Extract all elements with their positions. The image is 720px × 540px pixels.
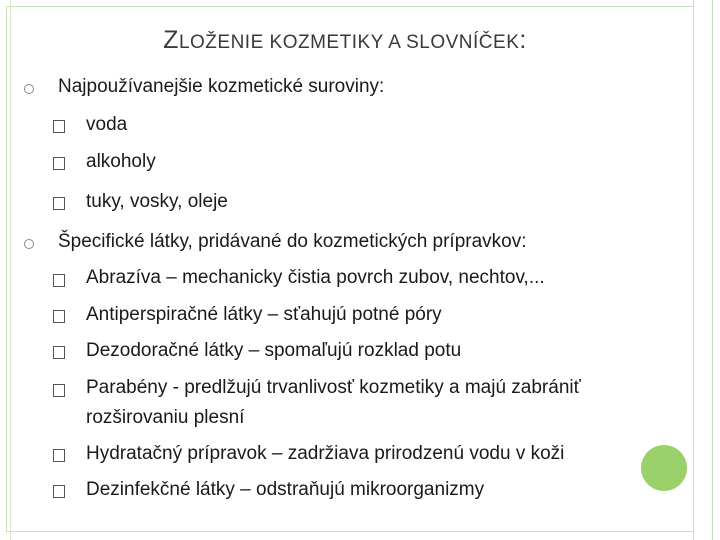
list-item: Antiperspiračné látky – sťahujú potné póry (86, 304, 442, 325)
left-frame-line (10, 0, 16, 540)
list-item-continuation: rozširovaniu plesní (86, 407, 245, 428)
checkbox-bullet-icon (53, 274, 65, 287)
checkbox-bullet-icon (53, 310, 65, 323)
list-item: Abrazíva – mechanicky čistia povrch zubov, nechtov,... (86, 267, 545, 288)
section-heading: Najpoužívanejšie kozmetické suroviny: (58, 76, 385, 97)
green-circle-decoration (641, 445, 687, 491)
list-item: Dezodoračné látky – spomaľujú rozklad potu (86, 340, 462, 361)
checkbox-bullet-icon (53, 120, 65, 133)
level1-bullet-icon (24, 84, 34, 94)
checkbox-bullet-icon (53, 157, 65, 170)
list-item: alkoholy (86, 151, 156, 172)
checkbox-bullet-icon (53, 197, 65, 210)
checkbox-bullet-icon (53, 346, 65, 359)
checkbox-bullet-icon (53, 449, 65, 462)
right-frame-band (693, 0, 713, 540)
list-item: voda (86, 114, 128, 135)
list-item: tuky, vosky, oleje (86, 191, 228, 212)
list-item: Dezinfekčné látky – odstraňujú mikroorganizmy (86, 479, 485, 500)
checkbox-bullet-icon (53, 384, 65, 397)
level1-bullet-icon (24, 239, 34, 249)
checkbox-bullet-icon (53, 485, 65, 498)
list-item: Hydratačný prípravok – zadržiava prirodzenú vodu v koži (86, 443, 565, 464)
list-item: Parabény - predlžujú trvanlivosť kozmetiky a majú zabrániť (86, 377, 581, 398)
section-heading: Špecifické látky, pridávané do kozmetických prípravkov: (58, 231, 527, 252)
slide-title: ZLOŽENIE KOZMETIKY A SLOVNÍČEK: (163, 26, 527, 54)
